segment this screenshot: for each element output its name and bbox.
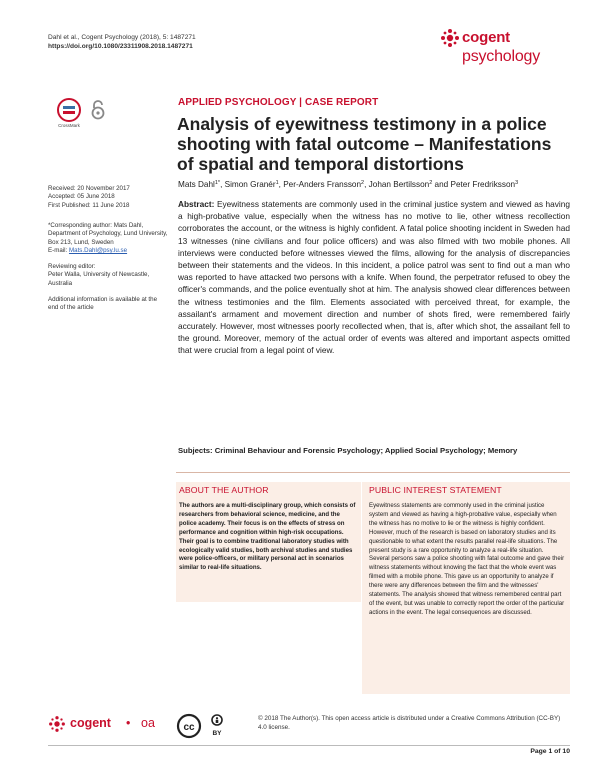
author-name[interactable]: Mats Dahl bbox=[178, 180, 215, 189]
article-dates bbox=[48, 185, 168, 210]
subjects: Subjects: Criminal Behaviour and Forensic Psychology; Applied Social Psychology; Memory bbox=[178, 446, 518, 455]
public-heading: PUBLIC INTEREST STATEMENT bbox=[369, 485, 502, 495]
email-label: E-mail: bbox=[48, 247, 69, 255]
author-separator: and bbox=[432, 180, 451, 189]
additional-info: Additional information is available at the end of the article bbox=[48, 296, 158, 312]
author-separator: , bbox=[220, 180, 225, 189]
cogent-psychology-logo bbox=[440, 28, 560, 70]
author-name[interactable]: Peter Fredriksson bbox=[450, 180, 516, 189]
cogent-dots-icon bbox=[440, 28, 460, 48]
crossmark-badge[interactable] bbox=[54, 97, 84, 133]
divider bbox=[176, 472, 570, 473]
section-label: APPLIED PSYCHOLOGY | CASE REPORT bbox=[178, 97, 379, 108]
published-date: First Published: 11 June 2018 bbox=[48, 201, 130, 209]
reviewing-editor bbox=[48, 263, 168, 288]
crossmark-icon bbox=[54, 97, 84, 123]
cc-by-license-icon[interactable] bbox=[176, 713, 232, 739]
header-citation-block bbox=[48, 33, 196, 51]
corresponding-email-line bbox=[48, 247, 168, 255]
public-interest-box bbox=[362, 482, 570, 694]
author-list bbox=[178, 180, 578, 189]
author-name[interactable]: Johan Bertilsson bbox=[368, 180, 430, 189]
abstract bbox=[178, 198, 570, 357]
corresponding-author bbox=[48, 222, 168, 256]
brand-line2: psychology bbox=[462, 48, 541, 65]
license-text: © 2018 The Author(s). This open access article is distributed under a Creative Commons Attribution (CC-BY) 4.0 license. bbox=[258, 715, 561, 731]
author-name[interactable]: Per-Anders Fransson bbox=[283, 180, 362, 189]
author-affiliation: 2 bbox=[429, 180, 433, 186]
cc-label: cc bbox=[183, 722, 195, 733]
by-label: BY bbox=[212, 730, 222, 737]
about-heading: ABOUT THE AUTHOR bbox=[179, 485, 269, 495]
brand-line1: cogent bbox=[462, 29, 510, 46]
header-doi-link[interactable]: https://doi.org/10.1080/23311908.2018.1487271 bbox=[48, 43, 193, 50]
reviewing-editor-name: Peter Walla, University of Newcastle, Australia bbox=[48, 271, 150, 287]
reviewing-label: Reviewing editor: bbox=[48, 263, 96, 270]
open-access-icon bbox=[90, 99, 106, 121]
cogent-oa-logo bbox=[48, 714, 168, 734]
public-text: Eyewitness statements are commonly used in the criminal justice system and viewed as having a high-probative value, especially when the witness has no motive to lie or the witness is highly confident. However, much of the research is based on laboratory studies and its questionable to what extent the results parallel real-life situations. The present study is a rare opportunity to analyze a real-life situation. Several persons saw a police shooting with fatal outcome and gave their witness statements without knowing the fact that the whole event was filmed with a mobile phone. This gave us an opportunity to analyze if there were any differences between the film and the witnesses' statements. The analysis showed that witness remembered central part of the event, but was unable to correctly report the order of the particular actions in the event. The legal consequences are discussed. bbox=[369, 502, 565, 616]
abstract-label: Abstract: bbox=[178, 199, 215, 209]
author-name[interactable]: Simon Granér bbox=[224, 180, 276, 189]
article-title: Analysis of eyewitness testimony in a police shooting with fatal outcome – Manifestations of spatial and temporal distortions bbox=[177, 114, 552, 174]
author-affiliation: 2 bbox=[361, 180, 365, 186]
footer-logo-oa: oa bbox=[141, 716, 155, 730]
cogent-oa-dots-icon bbox=[48, 715, 66, 733]
abstract-text: Eyewitness statements are commonly used in the criminal justice system and viewed as having a high-probative value, especially when the witness has no motive to lie, other witness recollection corroborates the account, or the witness is highly confident. A fatal police shooting incident in Sweden had 13 witnesses (nine civilians and four police officers) and was also filmed with two mobile phones. All interviews were conducted before witnesses viewed the films, allowing for the analysis of discrepancies between their statements and the videos. In this incident, a police patrol was sent to find out a man who was reported to have attacked two persons with a knife. When found, the perpetrator refused to obey the officer's commands, and the police eventually shot at him. The analysis showed clear differences between the witness testimonies and the film. Elements associated with perceived threat, for example, the assailant's armament and movement direction and number of shots fired, were remembered fairly accurately. However, most witnesses poorly recollected when, that is, after which shot, the assailant fell to the ground. Moreover, memory of the actual order of events was altered and important aspects omitted that were crucial from a legal point of view. bbox=[178, 199, 570, 356]
author-separator: , bbox=[364, 180, 369, 189]
email-link[interactable]: Mats.Dahl@psy.lu.se bbox=[68, 247, 128, 255]
footer-divider bbox=[48, 745, 570, 746]
crossmark-label: CrossMark bbox=[58, 123, 80, 128]
footer-logo-dot: • bbox=[126, 716, 131, 730]
accepted-date: Accepted: 05 June 2018 bbox=[48, 193, 115, 201]
corresponding-text: *Corresponding author: Mats Dahl, Department of Psychology, Lund University, Box 213, Lund, Sweden bbox=[48, 222, 168, 246]
footer-logo-cogent: cogent bbox=[70, 716, 111, 730]
author-affiliation: 1* bbox=[214, 180, 221, 186]
page-number: Page 1 of 10 bbox=[530, 748, 570, 755]
about-author-box bbox=[176, 482, 361, 602]
about-text: The authors are a multi-disciplinary group, which consists of researchers from behavioral science, medicine, and the police academy. Their focus is on the effects of stress on performance and cognition within high-risk occupations. Their goal is to combine traditional laboratory studies with ecologically valid studies, both archival studies and studies were police-officers, or military personal act in scenarios similar to real-life situations. bbox=[179, 502, 356, 572]
author-affiliation: 3 bbox=[515, 180, 519, 186]
author-affiliation: 1 bbox=[275, 180, 279, 186]
received-date: Received: 20 November 2017 bbox=[48, 185, 130, 192]
header-citation: Dahl et al., Cogent Psychology (2018), 5: 1487271 bbox=[48, 34, 196, 41]
author-separator: , bbox=[278, 180, 284, 189]
